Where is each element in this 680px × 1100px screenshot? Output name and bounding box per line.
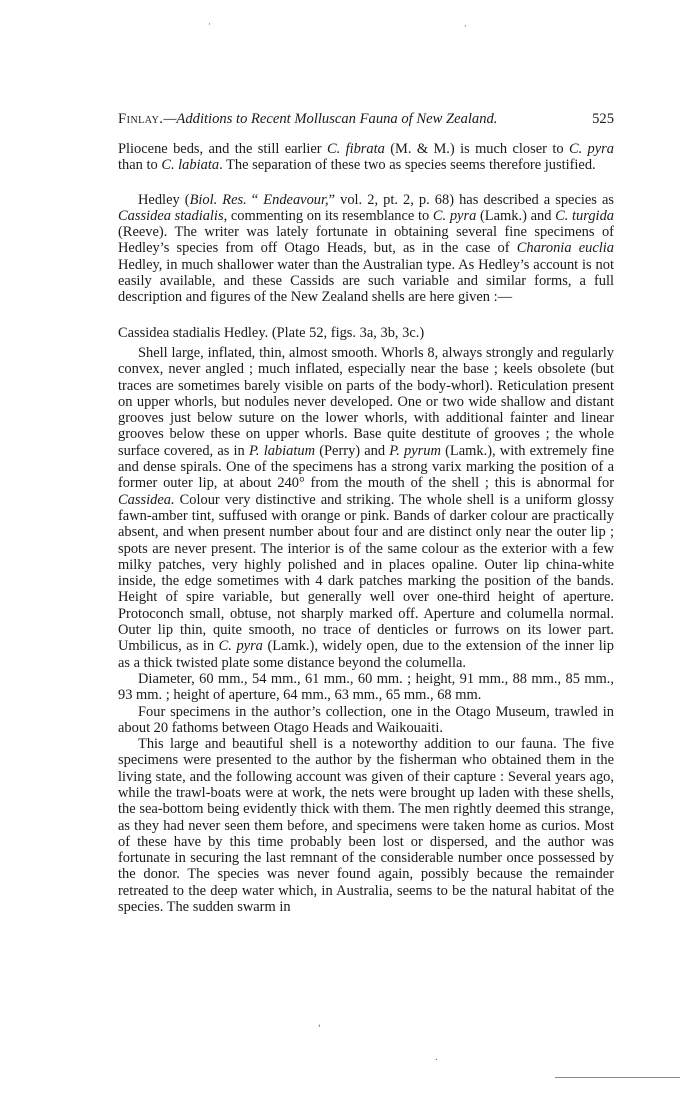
scan-speck: ' <box>318 1024 321 1034</box>
discussion-paragraph: This large and beautiful shell is a noteworthy addition to our fauna. The five specimens were presented to the author by the fisherman who obtained them in the living state, and the following account was given of their capture : Several years ago, while the trawl-boats were at work, the nets were brought up laden with these shells, the sea-bottom being evidently thick with them. The men rightly deemed this strange, as they had never seen them before, and specimens were taken home as curios. Most of these have by this time probably been lost or dispersed, and the author was fortunate in securing the last remnant of the considerable number once possessed by the donor. The species was never found again, possibly because the remainder retreated to the deep water which, in Australia, seems to be the natural habitat of the species. The sudden swarm in <box>118 736 614 916</box>
header-author: Finlay. <box>118 111 164 127</box>
locality-paragraph: Four specimens in the author’s collection, one in the Otago Museum, trawled in about 20 fathoms between Otago Heads and Waikouaiti. <box>118 703 614 736</box>
running-header <box>118 109 614 129</box>
paragraph-hedley: Hedley (Biol. Res. “ Endeavour,” vol. 2, pt. 2, p. 68) has described a species as Cassidea stadialis, commenting on its resemblance to C. pyra (Lamk.) and C. turgida (Reeve). The writer was lately fortunate in obtaining several fine specimens of Hedley’s species from off Otago Heads, but, as in the case of Charonia euclia Hedley, in much shallower water than the Australian type. As Hedley’s account is not easily available, and these Cassids are such variable and similar forms, a full description and figures of the New Zealand shells are here given :— <box>118 191 615 306</box>
article-body <box>118 141 614 915</box>
paragraph-continuation: Pliocene beds, and the still earlier C. fibrata (M. & M.) is much closer to C. pyra than to C. labiata. The separation of these two as species seems therefore justified. <box>118 141 615 174</box>
scan-speck: . <box>435 1053 438 1063</box>
species-heading: Cassidea stadialis Hedley. (Plate 52, figs. 3a, 3b, 3c.) <box>118 324 425 341</box>
scan-speck: · <box>464 22 467 32</box>
scan-speck: · <box>208 20 211 30</box>
page-number: 525 <box>592 111 614 127</box>
scan-edge-rule <box>555 1077 680 1078</box>
measurements-paragraph: Diameter, 60 mm., 54 mm., 61 mm., 60 mm. ; height, 91 mm., 88 mm., 85 mm., 93 mm. ; height of aperture, 64 mm., 63 mm., 65 mm., 68 mm. <box>118 670 614 704</box>
header-title: —Additions to Recent Molluscan Fauna of New Zealand. <box>163 111 498 127</box>
species-description: Shell large, inflated, thin, almost smooth. Whorls 8, always strongly and regularly convex, never angled ; much inflated, especially near the base ; keels obsolete (but traces are sometimes barely visible on parts of the body-whorl). Reticulation present on upper whorls, but nodules never developed. One or two wide shallow and distant grooves just below suture on the lower whorls, with additional fainter and linear grooves below these on upper whorls. Base quite destitute of grooves ; the whole surface covered, as in P. labiatum (Perry) and P. pyrum (Lamk.), with extremely fine and dense spirals. One of the specimens has a strong varix marking the position of a former outer lip, at about 240° from the mouth of the shell ; this is abnormal for Cassidea. Colour very distinctive and striking. The whole shell is a uniform glossy fawn-amber tint, suffused with orange or pink. Bands of darker colour are practically absent, and when present number about four and are distinct only near the outer lip ; spots are never present. The interior is of the same colour as the exterior with a few milky patches, very highly polished and in places opaline. Outer lip china-white inside, the edge sometimes with 4 dark patches marking the position of the bands. Height of spire variable, but generally well over one-third height of aperture. Protoconch small, obtuse, not sharply marked off. Aperture and columella normal. Outer lip thin, quite smooth, no trace of denticles or furrows on its lower part. Umbilicus, as in C. pyra (Lamk.), widely open, due to the extension of the inner lip as a thick twisted plate some distance beyond the columella. <box>118 344 614 671</box>
